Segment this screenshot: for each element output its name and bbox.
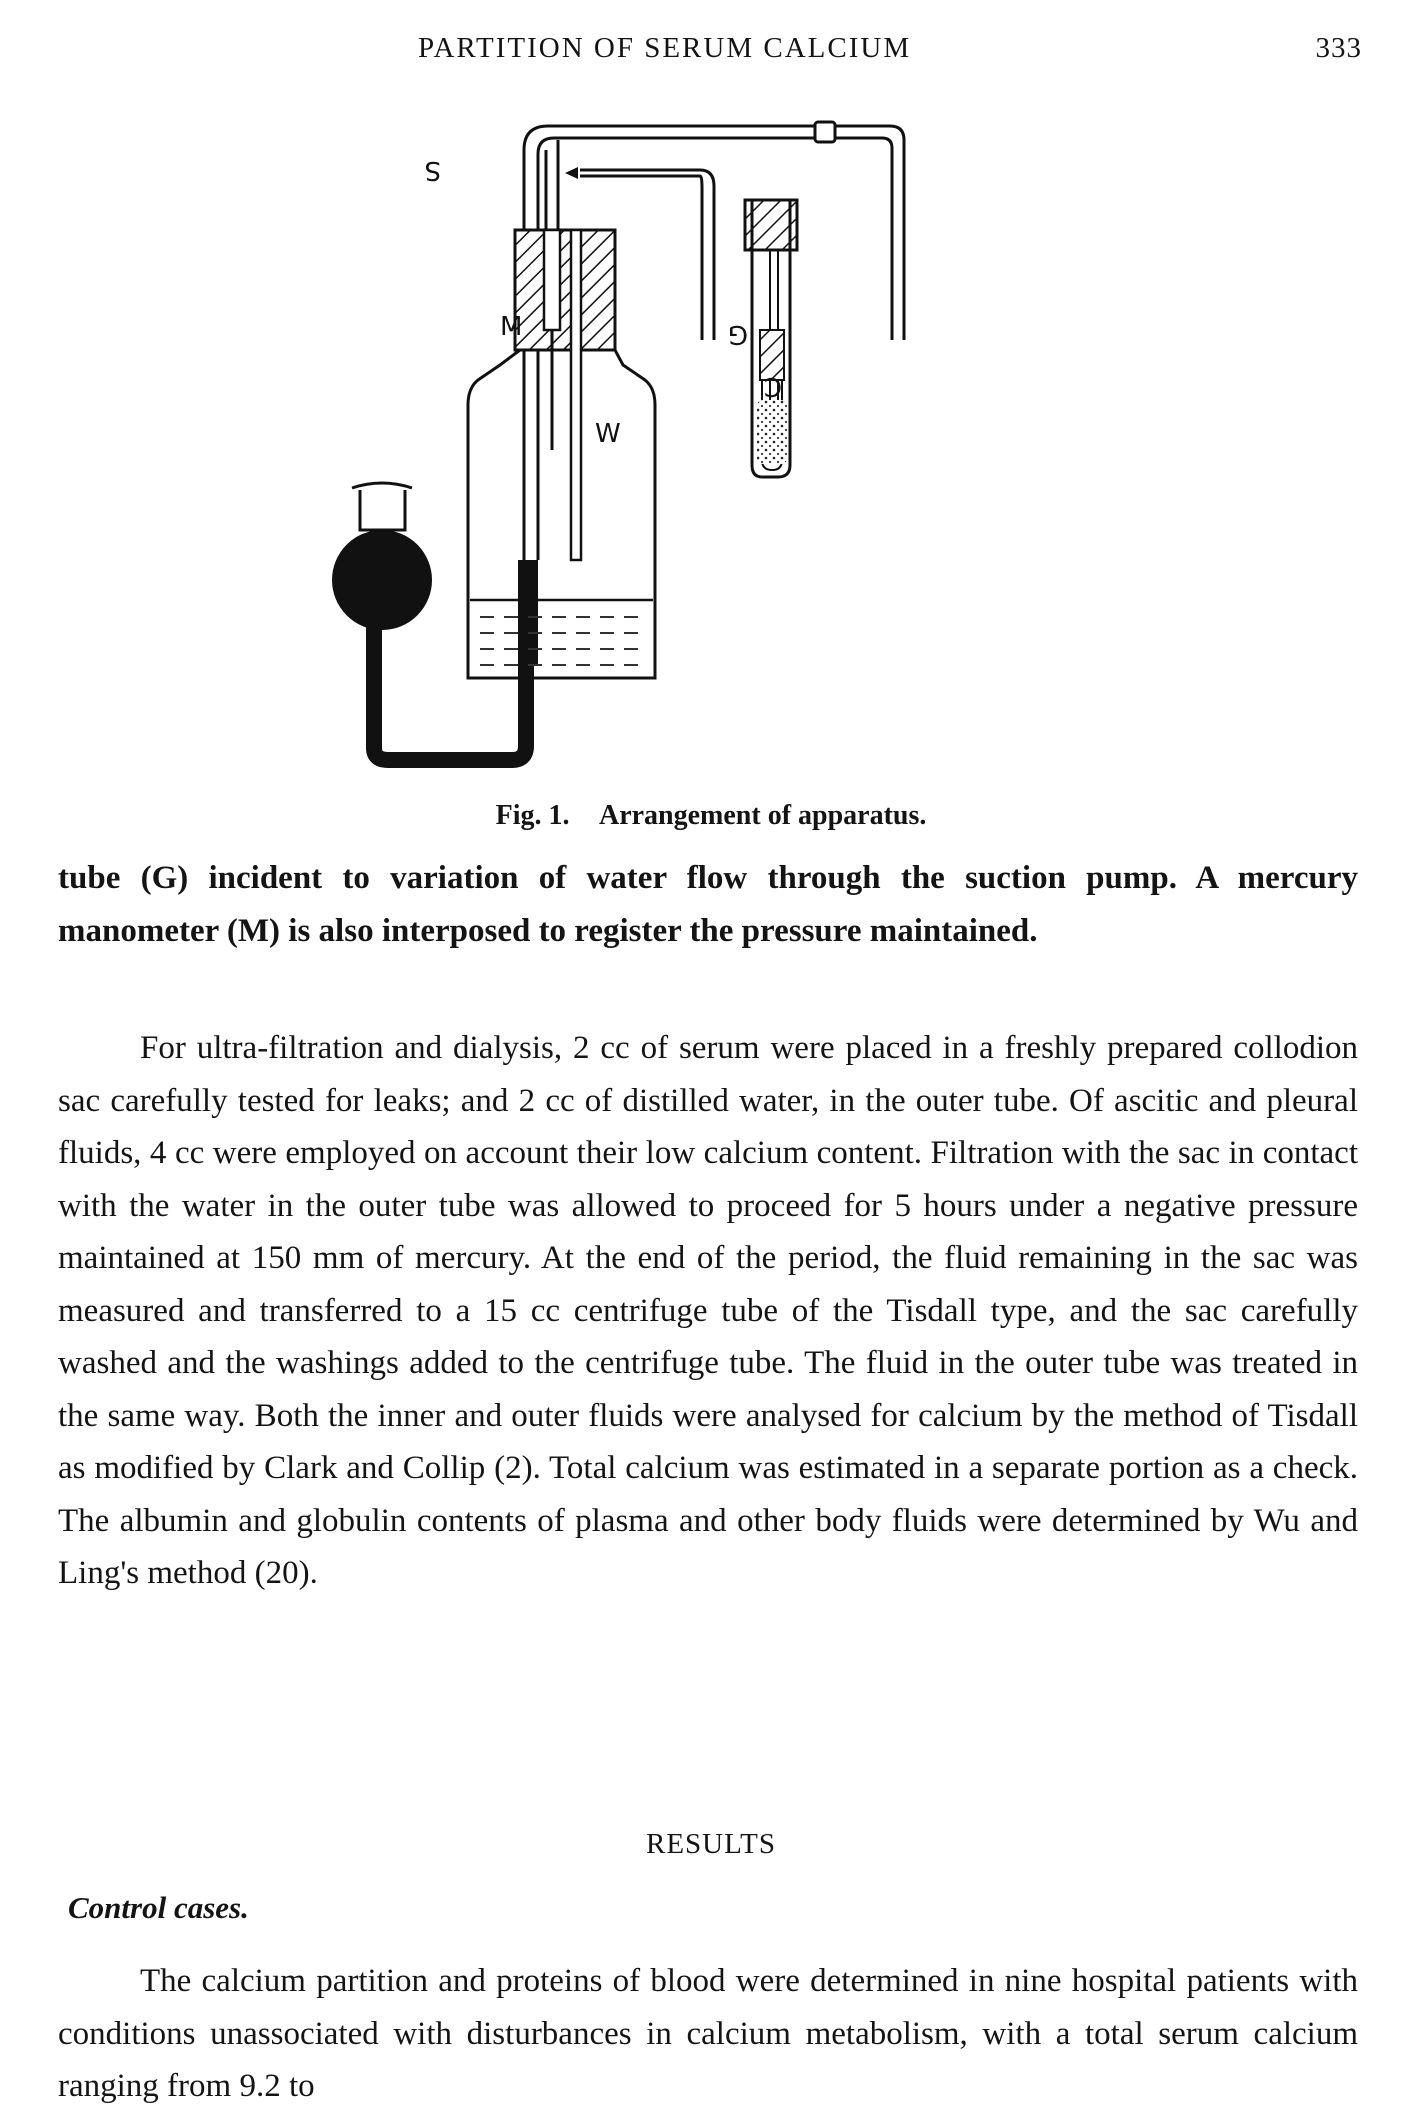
label-c: C <box>763 371 782 401</box>
apparatus-diagram <box>300 120 1120 780</box>
running-head <box>0 32 1422 72</box>
paragraph-methods <box>58 1022 1358 1600</box>
label-w: W <box>595 419 621 449</box>
figure-number: Fig. 1. <box>495 800 570 831</box>
paragraph-continuation <box>58 852 1358 957</box>
figure-caption-text: Arrangement of apparatus. <box>598 800 927 831</box>
paragraph-1-text: tube (G) incident to variation of water flow through the suction pump. A mercury manometer (M) is also interposed to register the pressure maintained. <box>58 860 1358 949</box>
mercury-reservoir <box>332 483 526 760</box>
label-s: S <box>424 155 441 185</box>
label-g: G <box>727 319 748 349</box>
filtration-tube-g <box>745 150 904 477</box>
running-title: PARTITION OF SERUM CALCIUM <box>418 32 912 64</box>
subheading-control-cases: Control cases. <box>68 1890 249 1925</box>
apparatus-figure <box>300 120 1120 780</box>
page-number: 333 <box>1315 32 1362 64</box>
water-bottle <box>468 140 714 678</box>
figure-caption <box>0 800 1422 832</box>
paragraph-2-text: For ultra-filtration and dialysis, 2 cc of serum were placed in a freshly prepared collodion sac carefully tested for leaks; and 2 cc of distilled water, in the outer tube. Of ascitic and pleural fluids, 4 cc were employed on account their low calcium content. Filtration with the sac in contact with the water in the outer tube was allowed to proceed for 5 hours under a negative pressure maintained at 150 mm of mercury. At the end of the period, the fluid remaining in the sac was measured and transferred to a 15 cc centrifuge tube of the Tisdall type, and the sac carefully washed and the washings added to the centrifuge tube. The fluid in the outer tube was treated in the same way. Both the inner and outer fluids were analysed for calcium by the method of Tisdall as modified by Clark and Collip (2). Total calcium was estimated in a separate portion as a check. The albumin and globulin contents of plasma and other body fluids were determined by Wu and Ling's method (20). <box>58 1030 1358 1591</box>
section-heading-results: RESULTS <box>645 1828 777 1860</box>
paragraph-3-text: The calcium partition and proteins of blood were determined in nine hospital patients with conditions unassociated with disturbances in calcium metabolism, with a total serum calcium ranging from 9.2 to <box>58 1963 1358 2104</box>
label-m: M <box>500 312 523 342</box>
paragraph-control-cases <box>58 1955 1358 2113</box>
